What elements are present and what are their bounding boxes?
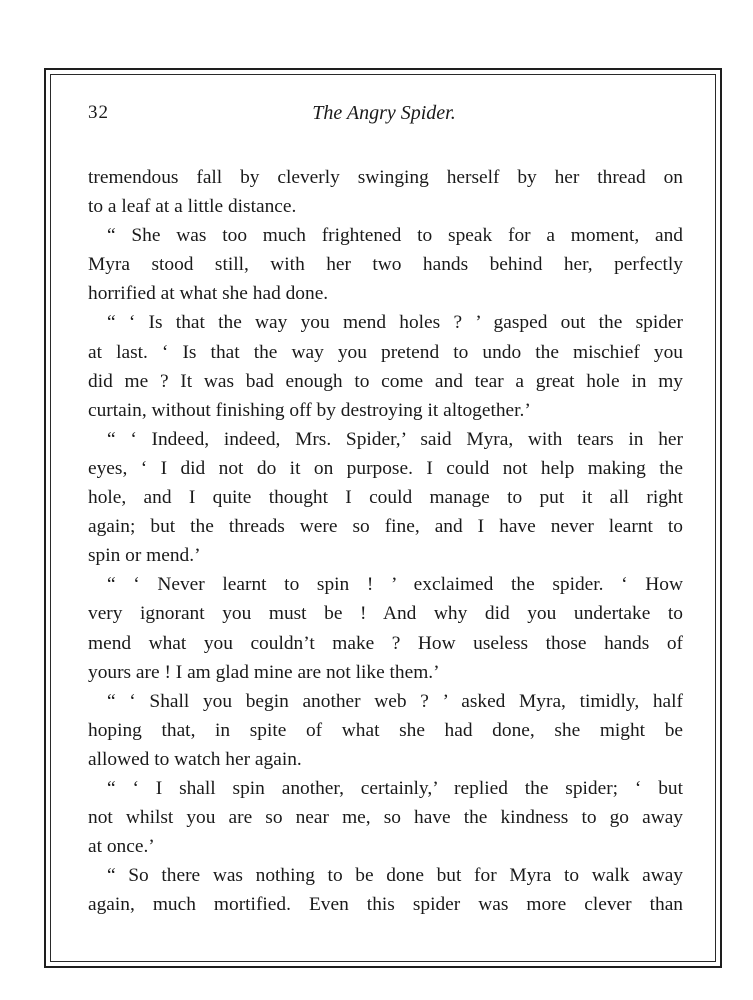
text-line: spin or mend.’ — [88, 545, 201, 567]
text-line: “ ‘ I shall spin another, certainly,’ replied the spider; ‘ but — [107, 777, 683, 799]
text-line: “ So there was nothing to be done but for Myra to walk away — [107, 865, 683, 887]
text-line: hoping that, in spite of what she had done, she might be — [88, 719, 683, 741]
text-line: “ ‘ Is that the way you mend holes ? ’ gasped out the spider — [107, 312, 683, 334]
text-line: “ She was too much frightened to speak for a moment, and — [107, 225, 683, 247]
text-line: eyes, ‘ I did not do it on purpose. I could not help making the — [88, 457, 683, 479]
text-line: again; but the threads were so fine, and I have never learnt to — [88, 516, 683, 538]
text-line: “ ‘ Indeed, indeed, Mrs. Spider,’ said Myra, with tears in her — [107, 428, 683, 450]
text-line: curtain, without finishing off by destroying it altogether.’ — [88, 399, 531, 421]
text-line: to a leaf at a little distance. — [88, 196, 297, 218]
page-number: 32 — [88, 102, 109, 123]
page-header — [88, 102, 680, 134]
text-line: at once.’ — [88, 836, 155, 858]
text-line: very ignorant you must be ! And why did you undertake to — [88, 603, 683, 625]
text-line: not whilst you are so near me, so have the kindness to go away — [88, 807, 683, 829]
text-line: mend what you couldn’t make ? How useless those hands of — [88, 632, 683, 654]
text-line: hole, and I quite thought I could manage to put it all right — [88, 487, 683, 509]
text-line: “ ‘ Shall you begin another web ? ’ asked Myra, timidly, half — [107, 690, 683, 712]
text-line: did me ? It was bad enough to come and tear a great hole in my — [88, 370, 683, 392]
text-line: Myra stood still, with her two hands behind her, perfectly — [88, 254, 683, 276]
text-line: allowed to watch her again. — [88, 748, 302, 770]
text-line: tremendous fall by cleverly swinging herself by her thread on — [88, 167, 683, 188]
text-line: “ ‘ Never learnt to spin ! ’ exclaimed the spider. ‘ How — [107, 574, 683, 596]
text-line: yours are ! I am glad mine are not like them.’ — [88, 661, 440, 683]
text-line: again, much mortified. Even this spider was more clever than — [88, 894, 683, 916]
running-title: The Angry Spider. — [312, 102, 456, 124]
text-line: at last. ‘ Is that the way you pretend to undo the mischief you — [88, 341, 683, 363]
body-text — [88, 163, 683, 919]
text-line: horrified at what she had done. — [88, 283, 329, 305]
